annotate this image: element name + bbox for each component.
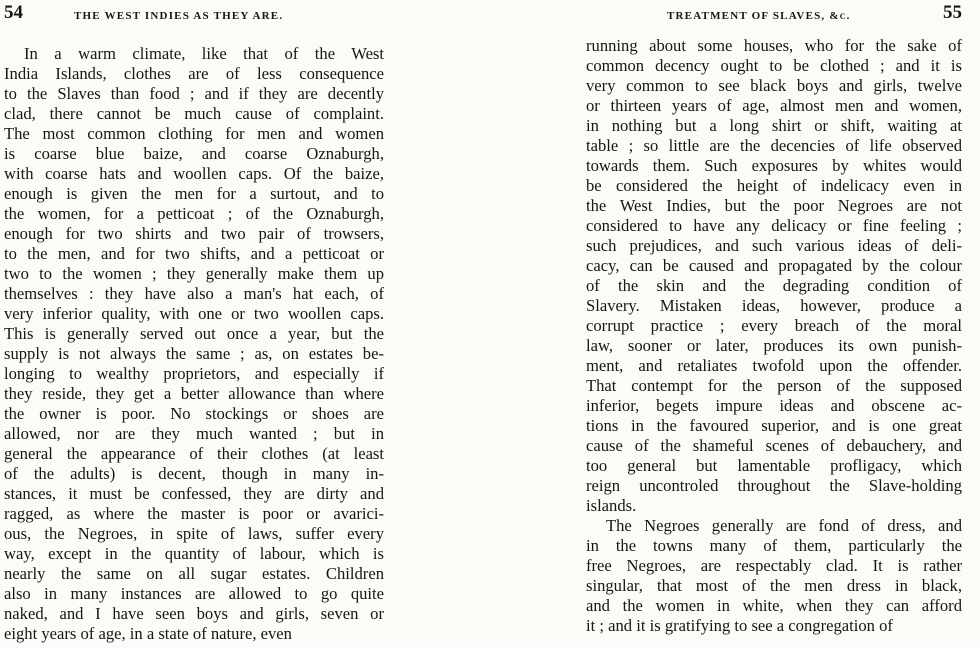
text-line: in nothing but a long shirt or shift, waiting at bbox=[586, 116, 962, 135]
text-line: cause of the shameful scenes of debauchery, and bbox=[586, 436, 962, 455]
right-page-number: 55 bbox=[943, 2, 962, 23]
text-line: India Islands, clothes are of less consequence bbox=[4, 64, 384, 83]
text-line: The most common clothing for men and women bbox=[4, 124, 384, 143]
text-line: That contempt for the person of the supposed bbox=[586, 376, 962, 395]
text-line: is coarse blue baize, and coarse Oznaburgh, bbox=[4, 144, 384, 163]
text-line: general the appearance of their clothes (at least bbox=[4, 444, 384, 463]
text-line: ragged, as where the master is poor or avarici- bbox=[4, 504, 384, 523]
left-page-number: 54 bbox=[4, 2, 23, 23]
text-line: very common to see black boys and girls, twelve bbox=[586, 76, 962, 95]
text-line: reign uncontroled throughout the Slave-holding bbox=[586, 476, 962, 495]
text-line: of the skin and the degrading condition of bbox=[586, 276, 962, 295]
text-line: allowed, nor are they much wanted ; but in bbox=[4, 424, 384, 443]
left-running-head: THE WEST INDIES AS THEY ARE. bbox=[74, 10, 284, 22]
text-line: enough for two shirts and two pair of trowsers, bbox=[4, 224, 384, 243]
text-line: stances, it must be confessed, they are dirty and bbox=[4, 484, 384, 503]
text-line: towards them. Such exposures by whites would bbox=[586, 156, 962, 175]
text-line: with coarse hats and woollen caps. Of the baize, bbox=[4, 164, 384, 183]
text-line: In a warm climate, like that of the West bbox=[24, 44, 384, 63]
text-line: corrupt practice ; every breach of the moral bbox=[586, 316, 962, 335]
text-line: themselves : they have also a man's hat each, of bbox=[4, 284, 384, 303]
text-line: islands. bbox=[586, 496, 637, 515]
text-line: eight years of age, in a state of nature, even bbox=[4, 624, 292, 643]
text-line: inferior, begets impure ideas and obscene ac- bbox=[586, 396, 962, 415]
text-line: the owner is poor. No stockings or shoes are bbox=[4, 404, 384, 423]
text-line: and the women in white, when they can afford bbox=[586, 596, 962, 615]
text-line: ous, the Negroes, in spite of laws, suffer every bbox=[4, 524, 384, 543]
text-line: two to the women ; they generally make them up bbox=[4, 264, 384, 283]
text-line: supply is not always the same ; as, on estates be- bbox=[4, 344, 384, 363]
text-line: cacy, can be caused and propagated by the colour bbox=[586, 256, 962, 275]
text-line: the West Indies, but the poor Negroes are not bbox=[586, 196, 962, 215]
text-line: in the towns many of them, particularly the bbox=[586, 536, 962, 555]
right-page-body bbox=[586, 36, 962, 636]
text-line: The Negroes generally are fond of dress, and bbox=[606, 516, 962, 535]
text-line: singular, that most of the men dress in black, bbox=[586, 576, 962, 595]
text-line: considered to have any delicacy or fine feeling ; bbox=[586, 216, 962, 235]
right-page bbox=[490, 0, 980, 648]
text-line: running about some houses, who for the sake of bbox=[586, 36, 962, 55]
text-line: Slavery. Mistaken ideas, however, produce a bbox=[586, 296, 962, 315]
text-line: to the men, and for two shifts, and a petticoat or bbox=[4, 244, 384, 263]
right-running-head: TREATMENT OF SLAVES, &c. bbox=[667, 10, 851, 22]
text-line: also in many instances are allowed to go quite bbox=[4, 584, 384, 603]
text-line: to the Slaves than food ; and if they are decently bbox=[4, 84, 384, 103]
text-line: longing to wealthy proprietors, and especially if bbox=[4, 364, 384, 383]
text-line: enough is given the men for a surtout, and to bbox=[4, 184, 384, 203]
text-line: be considered the height of indelicacy even in bbox=[586, 176, 962, 195]
left-page-body bbox=[4, 44, 384, 644]
text-line: tions in the favoured superior, and is one great bbox=[586, 416, 962, 435]
text-line: they reside, they get a better allowance than where bbox=[4, 384, 384, 403]
text-line: naked, and I have seen boys and girls, seven or bbox=[4, 604, 384, 623]
text-line: clad, there cannot be much cause of complaint. bbox=[4, 104, 384, 123]
text-line: too general but lamentable profligacy, which bbox=[586, 456, 962, 475]
text-line: it ; and it is gratifying to see a congregation of bbox=[586, 616, 893, 635]
text-line: This is generally served out once a year, but the bbox=[4, 324, 384, 343]
text-line: way, except in the quantity of labour, which is bbox=[4, 544, 384, 563]
text-line: law, sooner or later, produces its own punish- bbox=[586, 336, 962, 355]
text-line: nearly the same on all sugar estates. Children bbox=[4, 564, 384, 583]
text-line: table ; so little are the decencies of life observed bbox=[586, 136, 962, 155]
text-line: free Negroes, are respectably clad. It is rather bbox=[586, 556, 962, 575]
text-line: common decency ought to be clothed ; and it is bbox=[586, 56, 962, 75]
text-line: ment, and retaliates twofold upon the offender. bbox=[586, 356, 962, 375]
text-line: or thirteen years of age, almost men and women, bbox=[586, 96, 962, 115]
text-line: very inferior quality, with one or two woollen caps. bbox=[4, 304, 384, 323]
text-line: of the adults) is decent, though in many in- bbox=[4, 464, 384, 483]
text-line: the women, for a petticoat ; of the Oznaburgh, bbox=[4, 204, 384, 223]
text-line: such prejudices, and such various ideas of deli- bbox=[586, 236, 962, 255]
